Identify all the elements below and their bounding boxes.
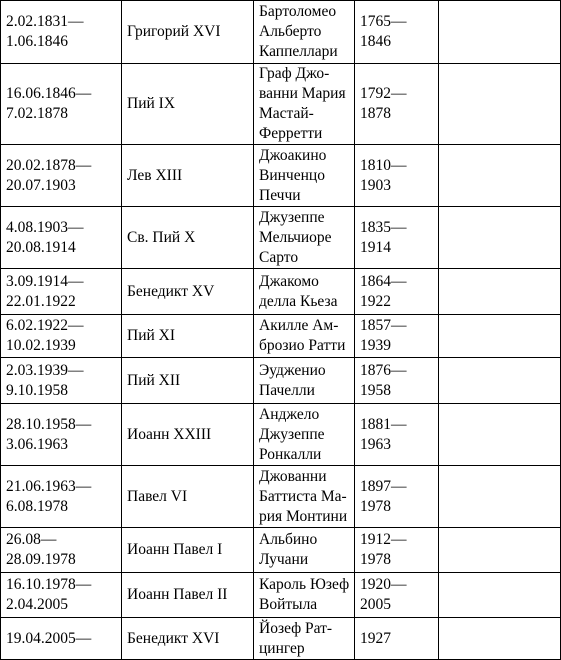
pontificate-dates-cell: 4.08.1903— 20.08.1914	[1, 207, 122, 269]
birth-name-cell: Эудженио Пачелли	[254, 358, 355, 404]
birth-name-cell: Анджело Джузеппе Ронкалли	[254, 404, 355, 466]
papal-name-cell: Пий XII	[122, 358, 254, 404]
birth-name-cell: Кароль Юзеф Войтыла	[254, 573, 355, 618]
papal-name-cell: Павел VI	[122, 466, 254, 528]
empty-cell	[439, 404, 561, 466]
table-row	[1, 315, 561, 358]
empty-cell	[439, 528, 561, 573]
empty-cell	[439, 358, 561, 404]
table-row	[1, 1, 561, 64]
birth-name-cell: Альбино Лучани	[254, 528, 355, 573]
life-years-cell: 1897— 1978	[355, 466, 439, 528]
table-row	[1, 573, 561, 618]
pontificate-dates-cell: 16.06.1846— 7.02.1878	[1, 64, 122, 145]
papal-name-cell: Иоанн Павел II	[122, 573, 254, 618]
pontificate-dates-cell: 21.06.1963— 6.08.1978	[1, 466, 122, 528]
pontificate-dates-cell: 19.04.2005—	[1, 618, 122, 660]
birth-name-cell: Джузеппе Мельчиоре Сарто	[254, 207, 355, 269]
empty-cell	[439, 1, 561, 64]
birth-name-cell: Джакомо делла Кьеза	[254, 269, 355, 315]
papal-name-cell: Пий IX	[122, 64, 254, 145]
life-years-cell: 1912— 1978	[355, 528, 439, 573]
table-row	[1, 269, 561, 315]
papal-name-cell: Григорий XVI	[122, 1, 254, 64]
life-years-cell: 1857— 1939	[355, 315, 439, 358]
birth-name-cell: Бартоломео Альберто Каппеллари	[254, 1, 355, 64]
empty-cell	[439, 466, 561, 528]
life-years-cell: 1927	[355, 618, 439, 660]
birth-name-cell: Джоакино Винченцо Печчи	[254, 145, 355, 207]
life-years-cell: 1920— 2005	[355, 573, 439, 618]
table-row	[1, 404, 561, 466]
table-row	[1, 528, 561, 573]
pontificate-dates-cell: 16.10.1978— 2.04.2005	[1, 573, 122, 618]
table-row	[1, 64, 561, 145]
papal-name-cell: Лев XIII	[122, 145, 254, 207]
life-years-cell: 1765— 1846	[355, 1, 439, 64]
life-years-cell: 1835— 1914	[355, 207, 439, 269]
empty-cell	[439, 315, 561, 358]
empty-cell	[439, 145, 561, 207]
papal-name-cell: Иоанн XXIII	[122, 404, 254, 466]
empty-cell	[439, 618, 561, 660]
pontificate-dates-cell: 6.02.1922— 10.02.1939	[1, 315, 122, 358]
pontificate-dates-cell: 26.08— 28.09.1978	[1, 528, 122, 573]
empty-cell	[439, 64, 561, 145]
table-row	[1, 618, 561, 660]
papal-name-cell: Иоанн Павел I	[122, 528, 254, 573]
table-row	[1, 207, 561, 269]
birth-name-cell: Акилле Ам- брозио Ратти	[254, 315, 355, 358]
table-row	[1, 466, 561, 528]
papal-name-cell: Св. Пий X	[122, 207, 254, 269]
empty-cell	[439, 207, 561, 269]
papal-name-cell: Бенедикт XVI	[122, 618, 254, 660]
life-years-cell: 1810— 1903	[355, 145, 439, 207]
pontificate-dates-cell: 28.10.1958— 3.06.1963	[1, 404, 122, 466]
pontificate-dates-cell: 20.02.1878— 20.07.1903	[1, 145, 122, 207]
life-years-cell: 1864— 1922	[355, 269, 439, 315]
empty-cell	[439, 269, 561, 315]
birth-name-cell: Джованни Баттиста Ма- рия Монтини	[254, 466, 355, 528]
life-years-cell: 1792— 1878	[355, 64, 439, 145]
life-years-cell: 1881— 1963	[355, 404, 439, 466]
birth-name-cell: Йозеф Рат- цингер	[254, 618, 355, 660]
pontificate-dates-cell: 2.02.1831— 1.06.1846	[1, 1, 122, 64]
popes-table-body	[1, 1, 561, 660]
papal-name-cell: Бенедикт XV	[122, 269, 254, 315]
papal-name-cell: Пий XI	[122, 315, 254, 358]
table-row	[1, 358, 561, 404]
pontificate-dates-cell: 3.09.1914— 22.01.1922	[1, 269, 122, 315]
pontificate-dates-cell: 2.03.1939— 9.10.1958	[1, 358, 122, 404]
life-years-cell: 1876— 1958	[355, 358, 439, 404]
table-row	[1, 145, 561, 207]
empty-cell	[439, 573, 561, 618]
birth-name-cell: Граф Джо- ванни Мария Мастай- Ферретти	[254, 64, 355, 145]
